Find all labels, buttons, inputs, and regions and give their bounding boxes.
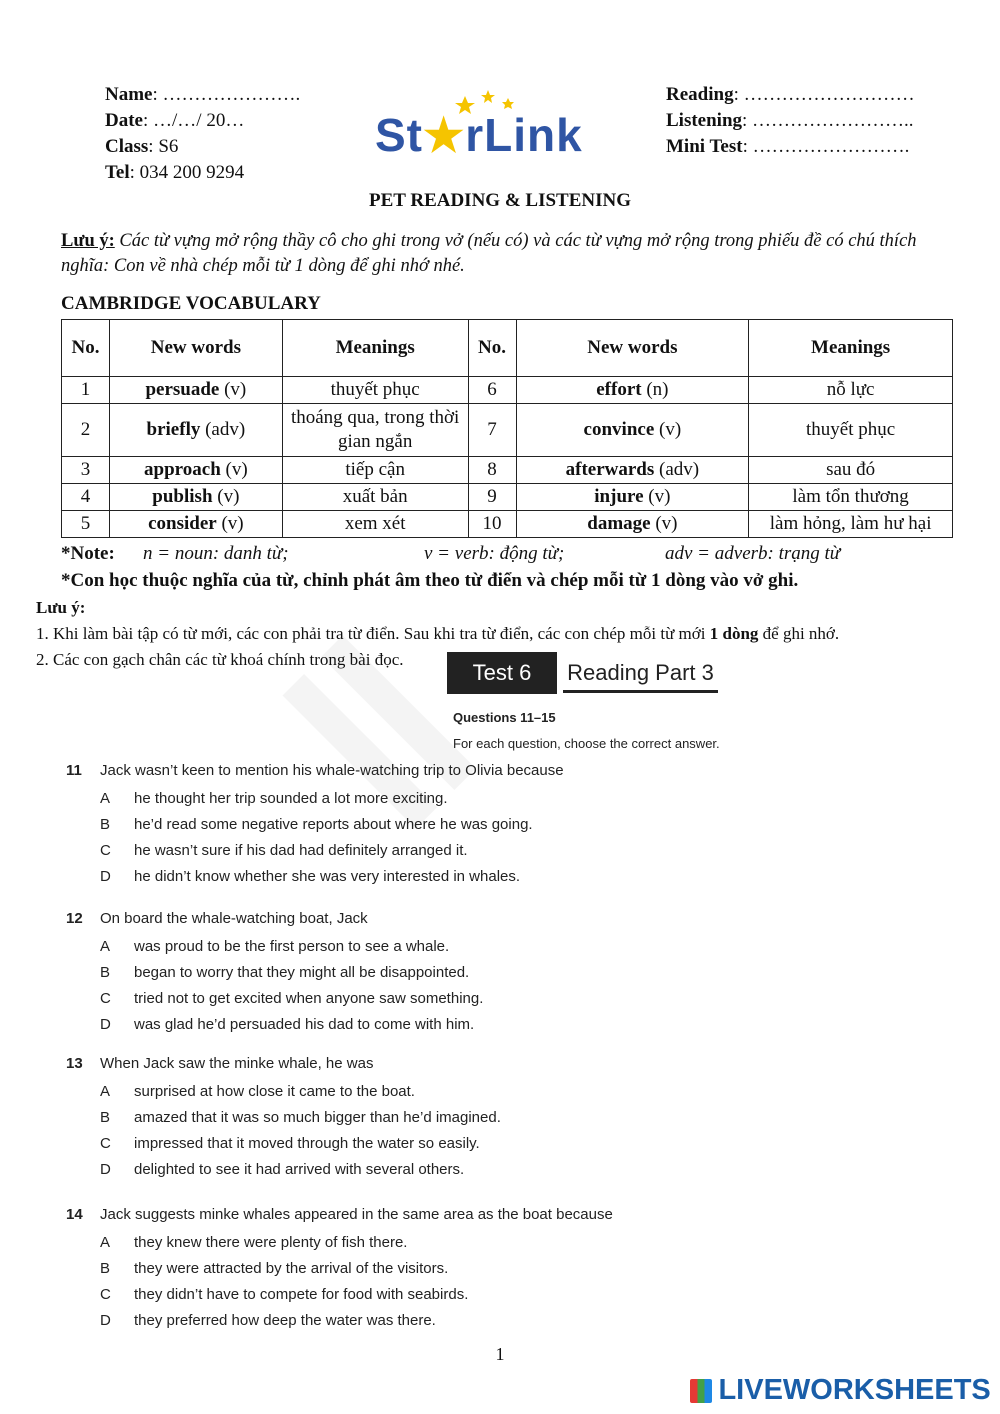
vocab-table (61, 319, 953, 538)
question-number: 11 (66, 762, 82, 779)
vocab-meaning: tiếp cận (282, 457, 468, 484)
directions: For each question, choose the correct answer. (453, 736, 720, 751)
vocab-no: 10 (468, 511, 516, 538)
option-text: he’d read some negative reports about where he was going. (134, 816, 533, 833)
answer-option[interactable] (66, 1282, 613, 1308)
question-stem: Jack wasn’t keen to mention his whale-watching trip to Olivia because (100, 762, 564, 779)
header-right: Reading: ……………………… Listening: …………………….. Mini Test: ……………………. (666, 84, 915, 157)
col-meanings-2: Meanings (749, 320, 953, 377)
answer-option[interactable] (66, 1131, 501, 1157)
option-letter: D (100, 1312, 111, 1329)
vocab-meaning: sau đó (749, 457, 953, 484)
vocab-word: consider (v) (109, 511, 282, 538)
vocab-meaning: thuyết phục (749, 404, 953, 457)
logo-text-right: rLink (465, 109, 583, 161)
vocab-row (62, 404, 953, 457)
part-of-speech: (v) (224, 379, 247, 400)
luu-y-line-1: 1. Khi làm bài tập có từ mới, các con phải tra từ điển. Sau khi tra từ điển, các con chép mỗi từ mới 1 dòng để ghi nhớ. (36, 624, 840, 643)
vocab-word: afterwards (adv) (516, 457, 749, 484)
vocab-row (62, 457, 953, 484)
test-badge: Test 6 (447, 652, 557, 694)
option-letter: D (100, 1016, 111, 1033)
answer-option[interactable] (66, 864, 564, 890)
logo-text-left: St (375, 109, 423, 161)
part-of-speech: (adv) (659, 459, 700, 480)
abbrev-verb: v = verb: động từ; (424, 543, 565, 564)
header-left: Name: …………………. Date: …/…/ 20… Class: S6 Tel: 034 200 9294 (105, 84, 301, 183)
option-letter: A (100, 790, 111, 807)
option-text: he wasn’t sure if his dad had definitely arranged it. (134, 842, 468, 859)
vocab-word: publish (v) (109, 484, 282, 511)
part-of-speech: (v) (217, 486, 240, 507)
vocab-word: briefly (adv) (109, 404, 282, 457)
luu-y-label: Lưu ý: (36, 598, 86, 617)
vocab-no: 7 (468, 404, 516, 457)
vocab-meaning: thoáng qua, trong thời gian ngắn (282, 404, 468, 457)
vocab-word: effort (n) (516, 377, 749, 404)
answer-option[interactable] (66, 786, 564, 812)
answer-option[interactable] (66, 1079, 501, 1105)
vocab-no: 2 (62, 404, 110, 457)
study-instruction: *Con học thuộc nghĩa của từ, chỉnh phát âm theo từ điển và chép mỗi từ 1 dòng vào vở ghi. (61, 570, 799, 591)
part-of-speech: (v) (655, 513, 678, 534)
option-text: he didn’t know whether she was very interested in whales. (134, 868, 521, 885)
question-number: 14 (66, 1206, 83, 1223)
option-letter: D (100, 868, 111, 885)
reading-part-label: Reading Part 3 (563, 652, 718, 693)
page-title: PET READING & LISTENING (368, 190, 631, 211)
logo-star-icon: ★ (423, 109, 466, 161)
answer-option[interactable] (66, 1230, 613, 1256)
vocab-meaning: làm tổn thương (749, 484, 953, 511)
luu-y-line-2: 2. Các con gạch chân các từ khoá chính trong bài đọc. (36, 650, 404, 669)
vocab-word: convince (v) (516, 404, 749, 457)
option-text: began to worry that they might all be disappointed. (134, 964, 470, 981)
question-12 (66, 910, 483, 1038)
option-text: tried not to get excited when anyone saw something. (134, 990, 484, 1007)
question-number: 13 (66, 1055, 83, 1072)
vocab-no: 5 (62, 511, 110, 538)
col-no: No. (62, 320, 110, 377)
option-letter: B (100, 1109, 111, 1126)
question-13 (66, 1055, 501, 1183)
part-of-speech: (v) (221, 513, 244, 534)
vocab-meaning: nỗ lực (749, 377, 953, 404)
option-text: impressed that it moved through the water so easily. (134, 1135, 480, 1152)
col-new-words: New words (109, 320, 282, 377)
answer-option[interactable] (66, 1157, 501, 1183)
option-letter: C (100, 842, 111, 859)
vocab-row (62, 511, 953, 538)
option-letter: B (100, 964, 111, 981)
question-stem: When Jack saw the minke whale, he was (100, 1055, 374, 1072)
starlink-logo (375, 88, 605, 163)
option-letter: A (100, 938, 111, 955)
vocab-meaning: làm hỏng, làm hư hại (749, 511, 953, 538)
intro-note-text: Các từ vựng mở rộng thầy cô cho ghi trong vở (nếu có) và các từ vựng mở rộng trong phiếu đề có chú thích nghĩa: Con về nhà chép mỗi từ 1 dòng để ghi nhớ nhé. (61, 231, 917, 276)
option-letter: C (100, 990, 111, 1007)
option-text: was proud to be the first person to see a whale. (134, 938, 450, 955)
option-text: they were attracted by the arrival of the visitors. (134, 1260, 449, 1277)
answer-option[interactable] (66, 812, 564, 838)
question-stem: On board the whale-watching boat, Jack (100, 910, 368, 927)
vocab-row (62, 377, 953, 404)
option-text: he thought her trip sounded a lot more exciting. (134, 790, 448, 807)
part-of-speech: (v) (225, 459, 248, 480)
option-letter: C (100, 1286, 111, 1303)
vocab-no: 1 (62, 377, 110, 404)
answer-option[interactable] (66, 934, 483, 960)
vocab-word: approach (v) (109, 457, 282, 484)
vocab-word: damage (v) (516, 511, 749, 538)
abbrev-adverb: adv = adverb: trạng từ (665, 543, 841, 564)
answer-option[interactable] (66, 1256, 613, 1282)
part-of-speech: (adv) (205, 419, 246, 440)
vocab-meaning: thuyết phục (282, 377, 468, 404)
liveworksheets-logo (690, 1374, 991, 1404)
vocab-no: 6 (468, 377, 516, 404)
answer-option[interactable] (66, 1012, 483, 1038)
option-text: surprised at how close it came to the boat. (134, 1083, 415, 1100)
liveworksheets-text: LIVEWORKSHEETS (718, 1374, 991, 1406)
answer-option[interactable] (66, 838, 564, 864)
page-number: 1 (495, 1344, 505, 1364)
option-letter: B (100, 1260, 111, 1277)
option-text: was glad he’d persuaded his dad to come with him. (134, 1016, 475, 1033)
option-letter: B (100, 816, 111, 833)
option-letter: C (100, 1135, 111, 1152)
vocab-meaning: xem xét (282, 511, 468, 538)
part-of-speech: (v) (659, 419, 682, 440)
col-meanings: Meanings (282, 320, 468, 377)
vocab-header-row (62, 320, 953, 377)
questions-range: Questions 11–15 (453, 710, 556, 725)
col-no-2: No. (468, 320, 516, 377)
vocab-word: injure (v) (516, 484, 749, 511)
option-text: they knew there were plenty of fish there. (134, 1234, 408, 1251)
vocab-no: 4 (62, 484, 110, 511)
option-letter: D (100, 1161, 111, 1178)
option-text: amazed that it was so much bigger than he’d imagined. (134, 1109, 501, 1126)
vocab-no: 8 (468, 457, 516, 484)
abbrev-note (61, 543, 961, 567)
option-text: they preferred how deep the water was there. (134, 1312, 436, 1329)
col-new-words-2: New words (516, 320, 749, 377)
answer-option[interactable] (66, 986, 483, 1012)
option-letter: A (100, 1234, 111, 1251)
option-text: delighted to see it had arrived with several others. (134, 1161, 465, 1178)
intro-note (61, 229, 941, 279)
vocab-no: 3 (62, 457, 110, 484)
vocab-meaning: xuất bản (282, 484, 468, 511)
answer-option[interactable] (66, 960, 483, 986)
liveworksheets-icon (690, 1379, 712, 1403)
intro-note-label: Lưu ý: (61, 231, 115, 251)
option-letter: A (100, 1083, 111, 1100)
vocab-row (62, 484, 953, 511)
abbrev-noun: n = noun: danh từ; (143, 543, 289, 564)
vocab-heading: CAMBRIDGE VOCABULARY (61, 293, 321, 314)
answer-option[interactable] (66, 1308, 613, 1334)
question-stem: Jack suggests minke whales appeared in the same area as the boat because (100, 1206, 613, 1223)
part-of-speech: (n) (646, 379, 669, 400)
vocab-word: persuade (v) (109, 377, 282, 404)
answer-option[interactable] (66, 1105, 501, 1131)
question-11 (66, 762, 564, 890)
vocab-no: 9 (468, 484, 516, 511)
question-14 (66, 1206, 613, 1334)
part-of-speech: (v) (648, 486, 671, 507)
abbrev-label: *Note: (61, 543, 115, 564)
option-text: they didn’t have to compete for food with seabirds. (134, 1286, 469, 1303)
question-number: 12 (66, 910, 83, 927)
